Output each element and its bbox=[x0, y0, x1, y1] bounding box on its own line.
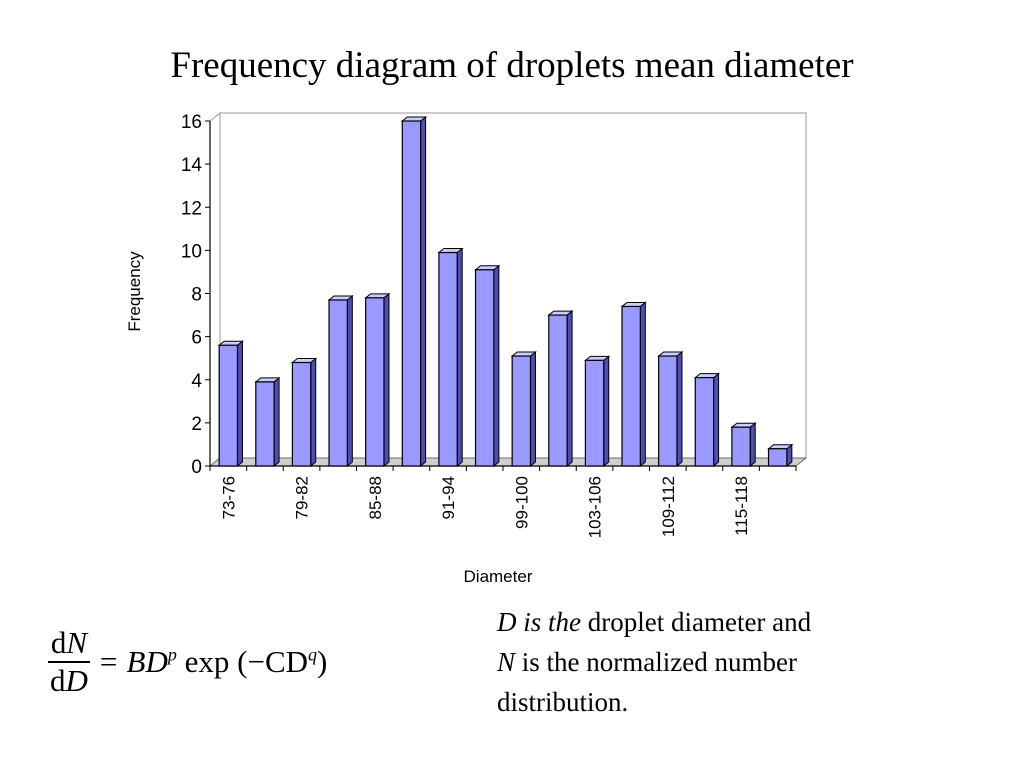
y-tick-label: 16 bbox=[180, 112, 202, 133]
bar-top bbox=[549, 311, 572, 315]
formula-rhs-exp: exp (−CD bbox=[176, 644, 309, 679]
bar bbox=[476, 270, 494, 466]
formula-exponent-q: q bbox=[308, 644, 318, 665]
x-tick-label: 79-82 bbox=[292, 476, 312, 520]
x-tick-label: 73-76 bbox=[219, 476, 239, 520]
bar-top bbox=[695, 374, 718, 378]
bar-top bbox=[732, 423, 755, 427]
x-tick-label: 91-94 bbox=[439, 476, 459, 520]
bar bbox=[219, 345, 237, 466]
y-tick-label: 12 bbox=[180, 198, 202, 220]
bar-side bbox=[640, 302, 645, 466]
bar bbox=[695, 378, 713, 466]
bar-top bbox=[769, 445, 792, 449]
bar-side bbox=[457, 249, 462, 466]
y-axis-title: Frequency bbox=[125, 251, 144, 332]
y-tick-label: 6 bbox=[191, 327, 202, 349]
formula-num-d: d bbox=[50, 625, 67, 660]
note-line3: distribution. bbox=[497, 687, 629, 717]
bar-top bbox=[512, 352, 535, 356]
formula-exponent-p: p bbox=[167, 644, 177, 665]
bar bbox=[585, 360, 603, 466]
formula-num-var: N bbox=[66, 625, 88, 660]
x-tick-label: 85-88 bbox=[365, 476, 385, 520]
bar-top bbox=[659, 352, 682, 356]
bar-top bbox=[585, 356, 608, 360]
x-tick-label: 115-118 bbox=[732, 476, 752, 536]
bar bbox=[329, 300, 347, 466]
bar-top bbox=[292, 359, 315, 363]
y-tick-label: 14 bbox=[180, 155, 202, 177]
bar-side bbox=[347, 296, 352, 466]
formula-rhs bbox=[98, 644, 327, 680]
bar bbox=[549, 315, 567, 466]
bar-side bbox=[421, 117, 426, 466]
formula-rhs-main: = BD bbox=[97, 644, 168, 679]
y-tick-label: 2 bbox=[191, 413, 202, 435]
note-line2-rest: is the normalized number bbox=[515, 647, 797, 677]
bar-side bbox=[384, 294, 389, 466]
x-tick-label: 99-100 bbox=[512, 476, 532, 529]
bar bbox=[659, 356, 677, 466]
x-axis-title: Diameter bbox=[463, 567, 533, 586]
bar-top bbox=[622, 302, 645, 306]
variable-description bbox=[497, 602, 917, 722]
bar-top bbox=[476, 266, 499, 270]
note-line2-italic: N bbox=[497, 647, 516, 677]
bar-side bbox=[237, 341, 242, 466]
formula-den-var: D bbox=[65, 663, 88, 698]
x-tick-label: 103-106 bbox=[585, 476, 605, 539]
bar-side bbox=[677, 352, 682, 466]
bar-side bbox=[567, 311, 572, 466]
bar-side bbox=[274, 378, 279, 466]
bar bbox=[439, 253, 457, 466]
bar-side bbox=[750, 423, 755, 466]
distribution-formula bbox=[48, 612, 428, 712]
bar bbox=[769, 449, 787, 466]
slide-title: Frequency diagram of droplets mean diameter bbox=[170, 45, 854, 86]
bar-side bbox=[311, 359, 316, 467]
bar bbox=[402, 121, 420, 466]
chart-side-wall bbox=[210, 113, 220, 466]
bar-top bbox=[256, 378, 279, 382]
formula-den-d: d bbox=[50, 663, 66, 698]
bar bbox=[512, 356, 530, 466]
bar bbox=[732, 427, 750, 466]
bar bbox=[256, 382, 274, 466]
bar bbox=[366, 298, 384, 466]
note-line1-rest: droplet diameter and bbox=[581, 607, 812, 637]
formula-rhs-close: ) bbox=[317, 644, 328, 679]
x-tick-label: 109-112 bbox=[658, 476, 678, 538]
bar-side bbox=[530, 352, 535, 466]
bar-top bbox=[366, 294, 389, 298]
bar bbox=[292, 363, 310, 467]
bar-side bbox=[604, 356, 609, 466]
bar-side bbox=[494, 266, 499, 466]
bar-side bbox=[714, 374, 719, 466]
bar-top bbox=[329, 296, 352, 300]
y-tick-label: 4 bbox=[191, 370, 202, 392]
note-line1-italic: D is the bbox=[497, 607, 581, 637]
bar-top bbox=[219, 341, 242, 345]
bar bbox=[622, 306, 640, 466]
y-tick-label: 10 bbox=[180, 241, 202, 263]
y-tick-label: 0 bbox=[191, 457, 202, 478]
y-tick-label: 8 bbox=[191, 284, 202, 306]
bar-top bbox=[439, 249, 462, 253]
formula-fraction bbox=[48, 625, 90, 699]
